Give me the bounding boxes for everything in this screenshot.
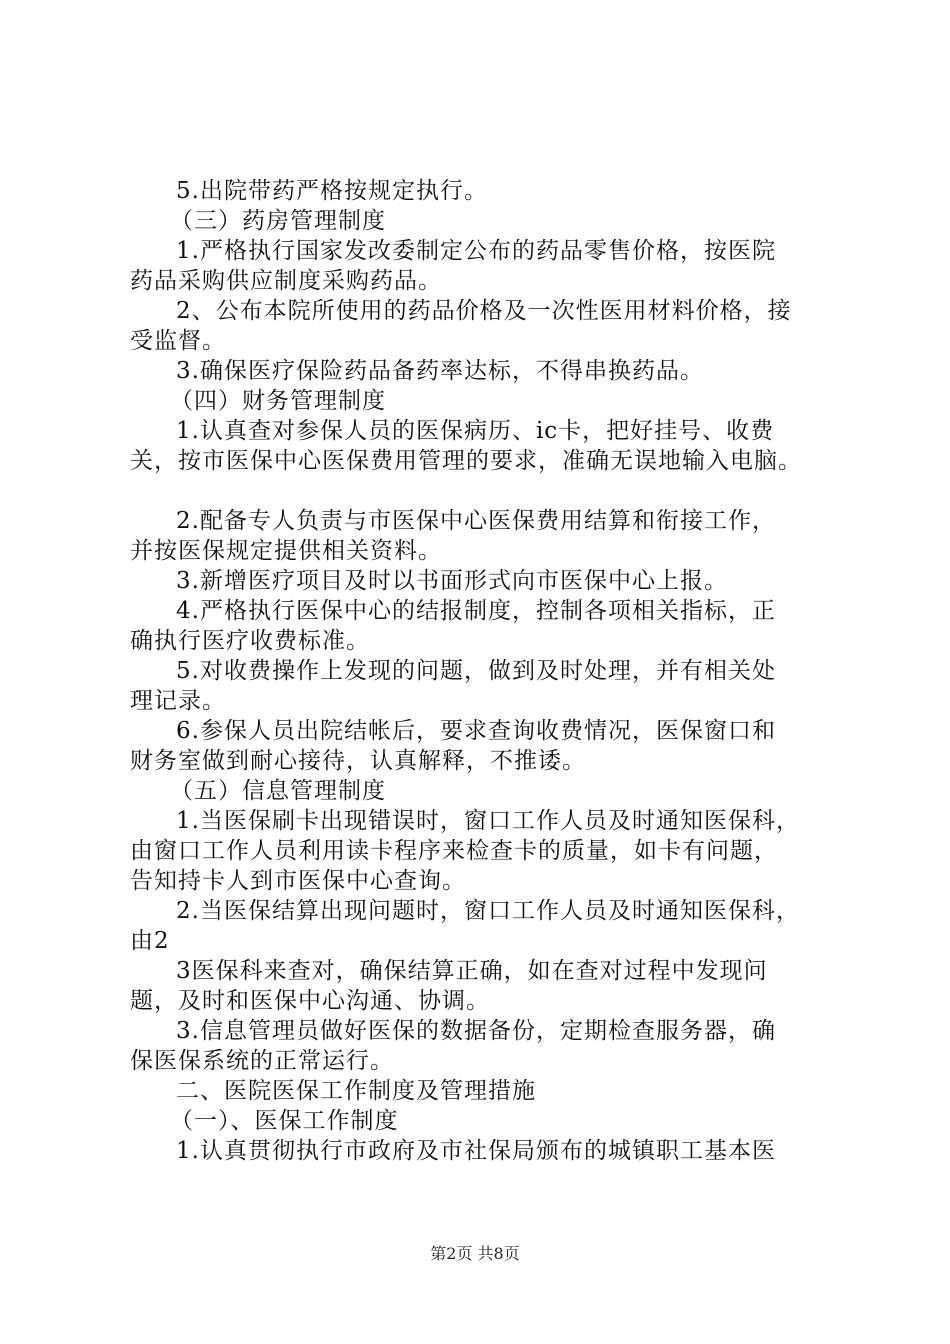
- text-line: 2、公布本院所使用的药品价格及一次性医用材料价格，接: [176, 298, 792, 324]
- document-body: [130, 176, 840, 1166]
- text-line: 题，及时和医保中心沟通、协调。: [130, 988, 490, 1014]
- section-heading: （四）财务管理制度: [170, 388, 386, 414]
- text-line: 确执行医疗收费标准。: [130, 628, 370, 654]
- text-line: 药品采购供应制度采购药品。: [130, 268, 442, 294]
- text-line: 4.严格执行医保中心的结报制度，控制各项相关指标，正: [176, 598, 776, 624]
- text-line: 3.信息管理员做好医保的数据备份，定期检查服务器，确: [176, 1018, 776, 1044]
- page-footer: 第2页 共8页: [430, 1244, 520, 1263]
- text-line: 2.当医保结算出现问题时，窗口工作人员及时通知医保科，: [176, 898, 800, 924]
- text-line: 受监督。: [130, 328, 226, 354]
- section-heading: （三）药房管理制度: [170, 208, 386, 234]
- text-line: 关，按市医保中心医保费用管理的要求，准确无误地输入电脑。: [130, 448, 802, 474]
- text-line: 1.认真查对参保人员的医保病历、ic卡，把好挂号、收费: [176, 418, 775, 444]
- text-line: 财务室做到耐心接待，认真解释，不推诿。: [130, 748, 586, 774]
- text-line: 1.严格执行国家发改委制定公布的药品零售价格，按医院: [176, 238, 776, 264]
- text-line: 3.新增医疗项目及时以书面形式向市医保中心上报。: [176, 568, 728, 594]
- text-line: 5.出院带药严格按规定执行。: [176, 178, 488, 204]
- text-line: 1.当医保刷卡出现错误时，窗口工作人员及时通知医保科，: [176, 808, 800, 834]
- text-line: 6.参保人员出院结帐后，要求查询收费情况，医保窗口和: [176, 718, 776, 744]
- text-line: 保医保系统的正常运行。: [130, 1048, 394, 1074]
- text-line: 并按医保规定提供相关资料。: [130, 538, 442, 564]
- text-line: 2.配备专人负责与市医保中心医保费用结算和衔接工作，: [176, 508, 776, 534]
- text-line: 3.确保医疗保险药品备药率达标，不得串换药品。: [176, 358, 704, 384]
- text-line: 告知持卡人到市医保中心查询。: [130, 868, 466, 894]
- text-line: 由2: [130, 928, 170, 954]
- text-line: 5.对收费操作上发现的问题，做到及时处理，并有相关处: [176, 658, 776, 684]
- section-heading: （五）信息管理制度: [170, 778, 386, 804]
- text-line: 3医保科来查对，确保结算正确，如在查对过程中发现问: [176, 958, 768, 984]
- text-line: 1.认真贯彻执行市政府及市社保局颁布的城镇职工基本医: [176, 1138, 776, 1164]
- text-line: 二、医院医保工作制度及管理措施: [176, 1078, 536, 1104]
- text-line: 理记录。: [130, 688, 226, 714]
- text-line: 由窗口工作人员利用读卡程序来检查卡的质量，如卡有问题，: [130, 838, 778, 864]
- section-heading: （一）、医保工作制度: [170, 1108, 399, 1134]
